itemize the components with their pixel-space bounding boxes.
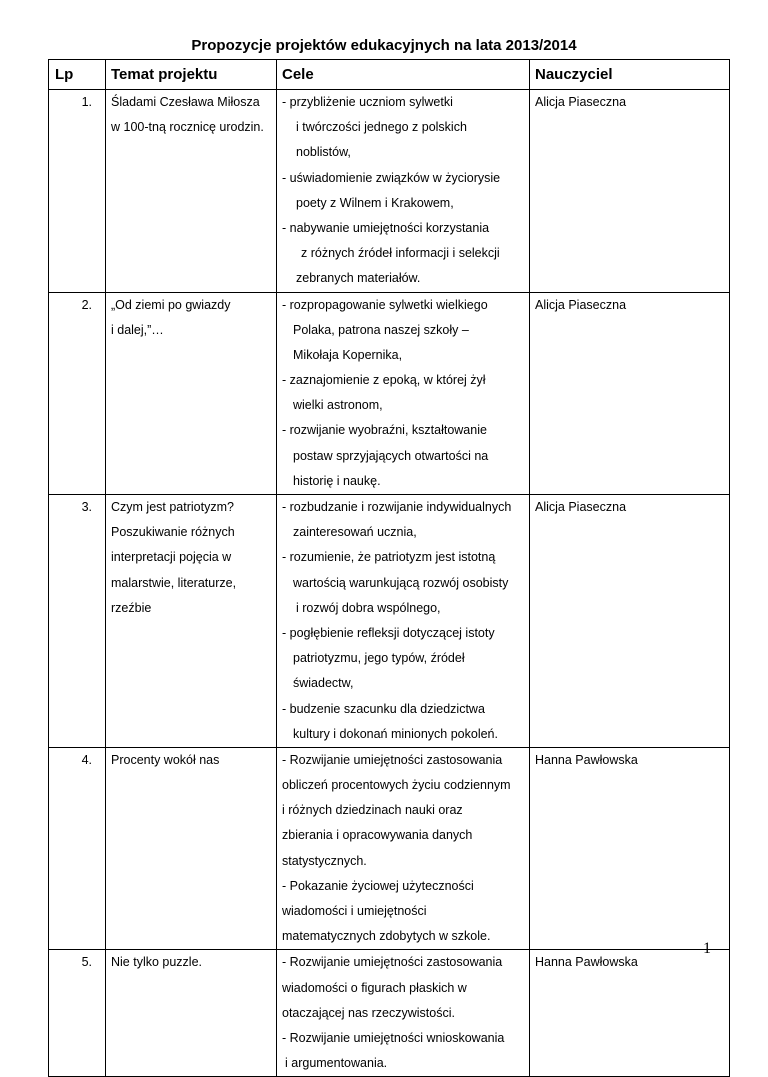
table-header-row xyxy=(49,60,730,90)
row-goals: - przybliżenie uczniom sylwetki i twórczości jednego z polskich noblistów, - uświadomienie związków w życiorysie poety z Wilnem i Krakowem, - nabywanie umiejętności korzystania z różnych źródeł informacji i selekcji zebranych materiałów. xyxy=(277,90,530,293)
row-teacher: Alicja Piaseczna xyxy=(530,292,730,495)
table-row xyxy=(49,747,730,950)
row-goals: - Rozwijanie umiejętności zastosowania wiadomości o figurach płaskich w otaczającej nas rzeczywistości. - Rozwijanie umiejętności wnioskowania i argumentowania. xyxy=(277,950,530,1077)
header-lp: Lp xyxy=(49,60,106,90)
page-number: 1 xyxy=(703,940,711,957)
table-row xyxy=(49,950,730,1077)
row-number: 3. xyxy=(49,495,106,748)
table-row xyxy=(49,90,730,293)
row-teacher: Alicja Piaseczna xyxy=(530,495,730,748)
row-topic: Czym jest patriotyzm? Poszukiwanie różnych interpretacji pojęcia w malarstwie, literaturze, rzeźbie xyxy=(106,495,277,748)
row-goals: - rozpropagowanie sylwetki wielkiego Polaka, patrona naszej szkoły – Mikołaja Kopernika, - zaznajomienie z epoką, w której żył wielki astronom, - rozwijanie wyobraźni, kształtowanie postaw sprzyjających otwartości na historię i naukę. xyxy=(277,292,530,495)
row-number: 1. xyxy=(49,90,106,293)
row-teacher: Alicja Piaseczna xyxy=(530,90,730,293)
row-topic: Nie tylko puzzle. xyxy=(106,950,277,1077)
row-topic: „Od ziemi po gwiazdy i dalej,”… xyxy=(106,292,277,495)
row-teacher: Hanna Pawłowska xyxy=(530,950,730,1077)
header-goals: Cele xyxy=(277,60,530,90)
document-title: Propozycje projektów edukacyjnych na lata 2013/2014 xyxy=(191,37,577,54)
row-number: 4. xyxy=(49,747,106,950)
row-teacher: Hanna Pawłowska xyxy=(530,747,730,950)
table-row xyxy=(49,292,730,495)
row-goals: - Rozwijanie umiejętności zastosowania obliczeń procentowych życiu codziennym i różnych dziedzinach nauki oraz zbierania i opracowywania danych statystycznych. - Pokazanie życiowej użyteczności wiadomości i umiejętności matematycznych zdobytych w szkole. xyxy=(277,747,530,950)
header-topic: Temat projektu xyxy=(106,60,277,90)
projects-table xyxy=(48,59,730,1077)
row-topic: Śladami Czesława Miłosza w 100-tną rocznicę urodzin. xyxy=(106,90,277,293)
table-row xyxy=(49,495,730,748)
row-number: 5. xyxy=(49,950,106,1077)
row-topic: Procenty wokół nas xyxy=(106,747,277,950)
row-goals: - rozbudzanie i rozwijanie indywidualnych zainteresowań ucznia, - rozumienie, że patriotyzm jest istotną wartością warunkującą rozwój osobisty i rozwój dobra wspólnego, - pogłębienie refleksji dotyczącej istoty patriotyzmu, jego typów, źródeł świadectw, - budzenie szacunku dla dziedzictwa kultury i dokonań minionych pokoleń. xyxy=(277,495,530,748)
row-number: 2. xyxy=(49,292,106,495)
header-teacher: Nauczyciel xyxy=(530,60,730,90)
